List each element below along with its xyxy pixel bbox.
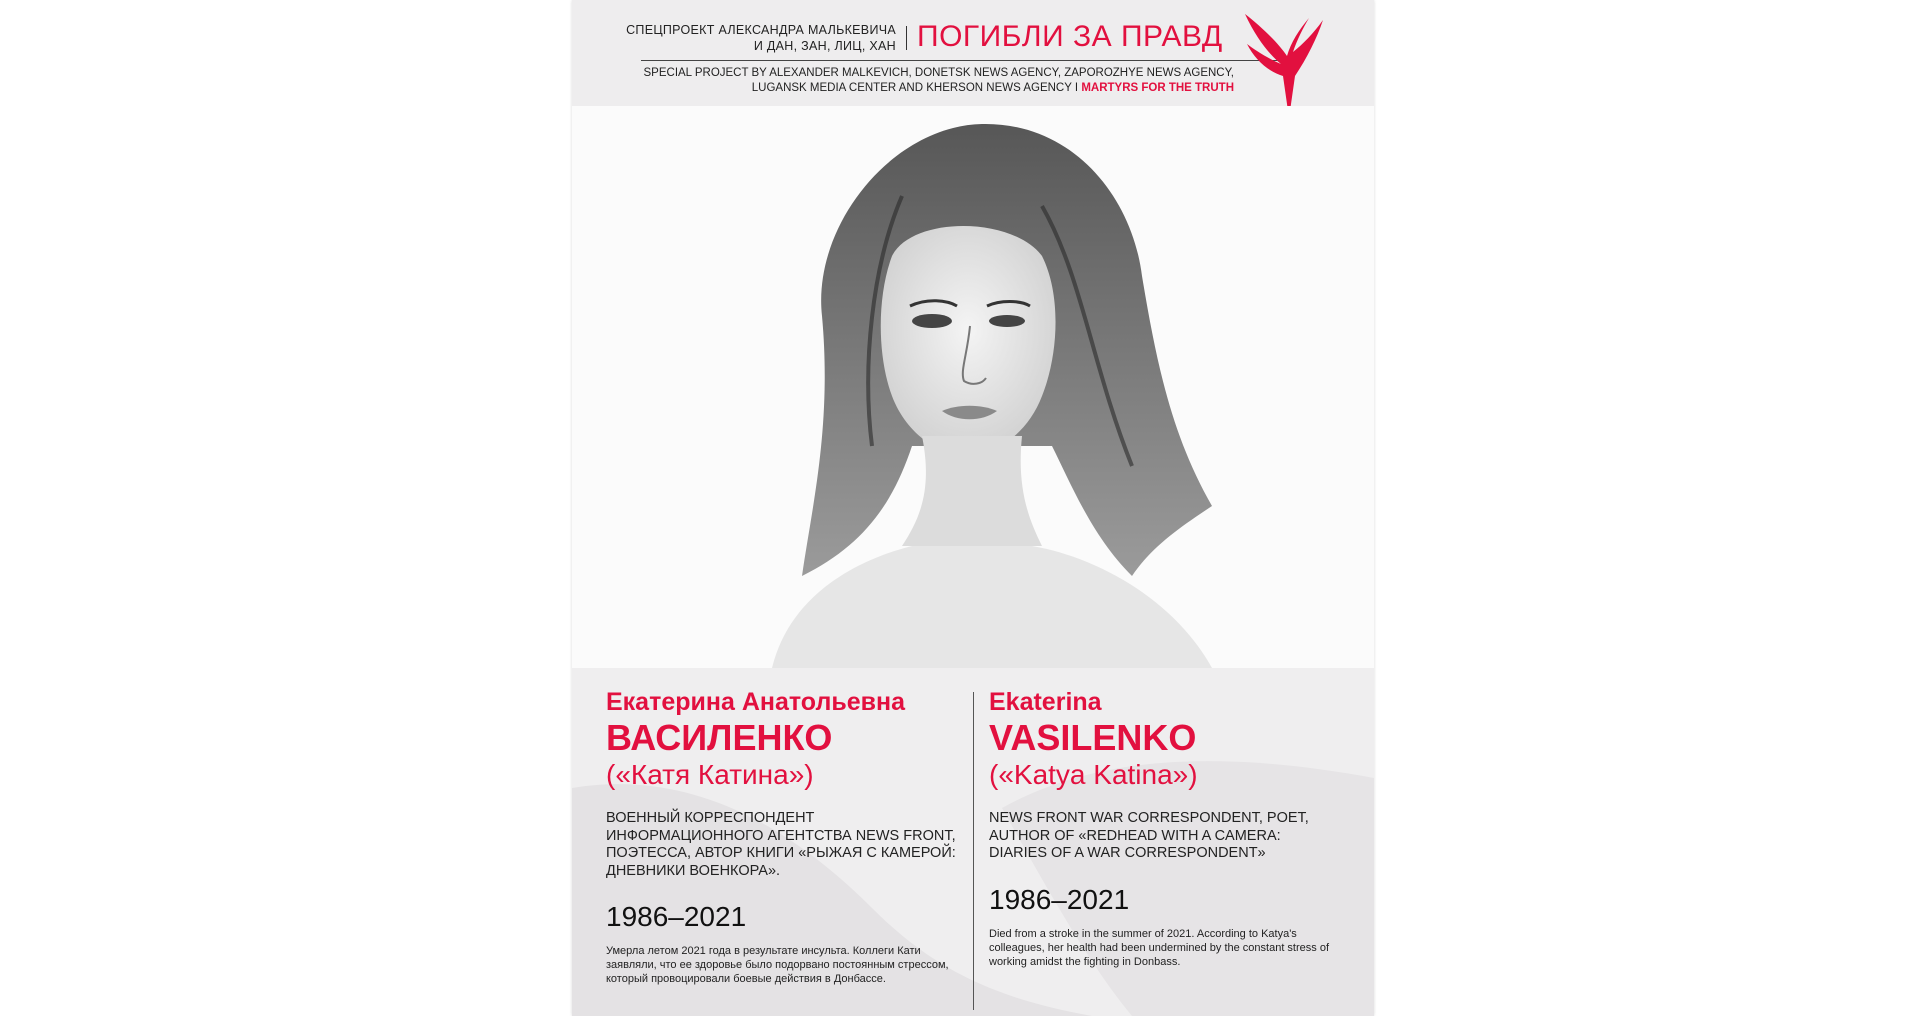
portrait-image (572, 106, 1374, 668)
project-title-en: MARTYRS FOR THE TRUTH (1081, 82, 1234, 94)
portrait-sketch (572, 106, 1374, 668)
death-note-ru: Умерла летом 2021 года в результате инсульта. Коллеги Кати заявляли, что ее здоровье было подорвано постоянным стрессом, который провоцировали боевые действия в Донбассе. (606, 945, 949, 985)
nickname-ru: («Катя Катина») (606, 759, 814, 790)
description-en: NEWS FRONT WAR CORRESPONDENT, POET, AUTHOR OF «REDHEAD WITH A CAMERA: DIARIES OF A WAR CORRESPONDENT» (989, 810, 1309, 861)
years-en: 1986–2021 (989, 883, 1130, 915)
bio-section (572, 668, 1374, 1016)
project-credit-en-line1: SPECIAL PROJECT BY ALEXANDER MALKEVICH, DONETSK NEWS AGENCY, ZAPOROZHYE NEWS AGENCY, (643, 67, 1234, 79)
project-credit-ru (616, 22, 896, 54)
description-ru: ВОЕННЫЙ КОРРЕСПОНДЕНТ ИНФОРМАЦИОННОГО АГЕНТСТВА NEWS FRONT, ПОЭТЕССА, АВТОР КНИГИ «РЫЖАЯ С КАМЕРОЙ: ДНЕВНИКИ ВОЕНКОРА». (606, 810, 956, 879)
column-divider (973, 692, 974, 1010)
nickname-en: («Katya Katina») (989, 759, 1198, 790)
project-credit-ru-line1: СПЕЦПРОЕКТ АЛЕКСАНДРА МАЛЬКЕВИЧА (626, 23, 896, 37)
header-divider (906, 26, 907, 50)
header-rule (641, 60, 1303, 61)
project-credit-ru-line2: И ДАН, ЗАН, ЛИЦ, ХАН (753, 39, 896, 53)
project-credit-en-line2: LUGANSK MEDIA CENTER AND KHERSON NEWS AGENCY I (751, 82, 1079, 94)
project-credit-en (614, 66, 1234, 96)
last-name-en: VASILENKO (989, 717, 1197, 758)
first-name-en: Ekaterina (989, 688, 1102, 716)
project-title: ПОГИБЛИ ЗА ПРАВД (917, 20, 1223, 53)
death-note-en: Died from a stroke in the summer of 2021. According to Katya's colleagues, her health had been undermined by the constant stress of working amidst the fighting in Donbass. (989, 927, 1330, 968)
bio-column-ru (606, 686, 956, 986)
years-ru: 1986–2021 (606, 901, 747, 932)
memorial-card (572, 0, 1374, 1016)
card-header (572, 0, 1374, 106)
last-name-ru: ВАСИЛЕНКО (606, 717, 833, 758)
bio-column-en (989, 686, 1339, 969)
first-name-ru: Екатерина Анатольевна (606, 688, 905, 716)
